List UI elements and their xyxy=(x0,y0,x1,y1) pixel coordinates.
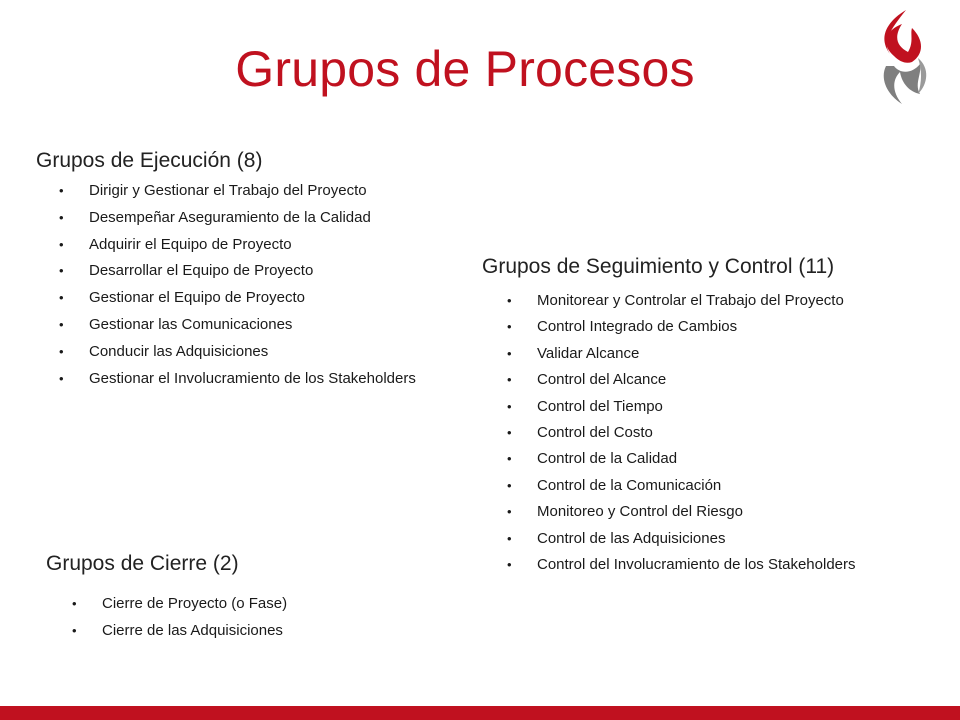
execution-process-list xyxy=(59,178,416,392)
flame-logo-icon xyxy=(872,8,932,108)
list-item xyxy=(59,366,416,393)
list-item-label: Control Integrado de Cambios xyxy=(537,318,738,336)
list-item xyxy=(507,552,856,578)
list-item xyxy=(59,178,416,205)
list-item xyxy=(507,394,856,420)
bullet-icon: • xyxy=(72,622,77,638)
bullet-icon: • xyxy=(507,345,512,361)
list-item-label: Desarrollar el Equipo de Proyecto xyxy=(89,262,314,280)
bullet-icon: • xyxy=(507,477,512,493)
bullet-icon: • xyxy=(507,398,512,414)
bullet-icon: • xyxy=(59,236,64,252)
bullet-icon: • xyxy=(59,209,64,225)
monitoring-group-heading: Grupos de Seguimiento y Control (11) xyxy=(482,255,835,278)
list-item xyxy=(59,285,416,312)
list-item-label: Desempeñar Aseguramiento de la Calidad xyxy=(89,208,371,226)
list-item xyxy=(59,205,416,232)
closing-group-heading: Grupos de Cierre (2) xyxy=(46,552,239,575)
list-item xyxy=(72,591,287,618)
list-item xyxy=(507,367,856,393)
bullet-icon: • xyxy=(507,372,512,388)
bullet-icon: • xyxy=(72,596,77,611)
bullet-icon: • xyxy=(507,293,512,308)
bullet-icon: • xyxy=(507,451,512,467)
list-item-label: Control de la Calidad xyxy=(537,450,678,468)
bullet-icon: • xyxy=(507,557,512,573)
list-item-label: Cierre de las Adquisiciones xyxy=(102,621,283,639)
bullet-icon: • xyxy=(59,316,64,332)
footer-accent-bar xyxy=(0,706,960,720)
bullet-icon: • xyxy=(59,183,64,198)
bullet-icon: • xyxy=(59,370,64,386)
list-item xyxy=(72,618,287,645)
bullet-icon: • xyxy=(59,263,64,279)
bullet-icon: • xyxy=(507,530,512,546)
list-item xyxy=(507,288,856,314)
list-item xyxy=(507,446,856,472)
closing-process-list xyxy=(72,591,287,644)
list-item xyxy=(507,420,856,446)
list-item-label: Control del Involucramiento de los Stakeholders xyxy=(537,556,856,574)
bullet-icon: • xyxy=(59,290,64,306)
list-item-label: Gestionar el Involucramiento de los Stakeholders xyxy=(89,369,416,387)
list-item xyxy=(59,258,416,285)
list-item xyxy=(507,314,856,340)
list-item xyxy=(59,339,416,366)
list-item xyxy=(59,312,416,339)
list-item-label: Validar Alcance xyxy=(537,344,640,362)
list-item xyxy=(507,341,856,367)
monitoring-process-list xyxy=(507,288,856,578)
list-item-label: Dirigir y Gestionar el Trabajo del Proyecto xyxy=(89,182,367,199)
list-item-label: Adquirir el Equipo de Proyecto xyxy=(89,235,292,253)
list-item-label: Gestionar el Equipo de Proyecto xyxy=(89,289,305,307)
list-item-label: Control de las Adquisiciones xyxy=(537,529,726,547)
list-item xyxy=(507,499,856,525)
list-item-label: Control del Costo xyxy=(537,424,653,442)
list-item xyxy=(507,526,856,552)
list-item-label: Conducir las Adquisiciones xyxy=(89,342,269,360)
bullet-icon: • xyxy=(507,425,512,441)
list-item-label: Control del Tiempo xyxy=(537,397,663,415)
list-item-label: Gestionar las Comunicaciones xyxy=(89,315,293,333)
list-item-label: Control de la Comunicación xyxy=(537,476,722,494)
bullet-icon: • xyxy=(59,343,64,359)
list-item-label: Monitoreo y Control del Riesgo xyxy=(537,503,743,521)
list-item xyxy=(507,473,856,499)
bullet-icon: • xyxy=(507,319,512,335)
execution-group-heading: Grupos de Ejecución (8) xyxy=(36,149,263,172)
bullet-icon: • xyxy=(507,504,512,520)
list-item-label: Cierre de Proyecto (o Fase) xyxy=(102,595,288,612)
list-item-label: Monitorear y Controlar el Trabajo del Proyecto xyxy=(537,292,844,309)
slide-title: Grupos de Procesos xyxy=(235,41,695,97)
list-item xyxy=(59,232,416,259)
list-item-label: Control del Alcance xyxy=(537,371,667,389)
